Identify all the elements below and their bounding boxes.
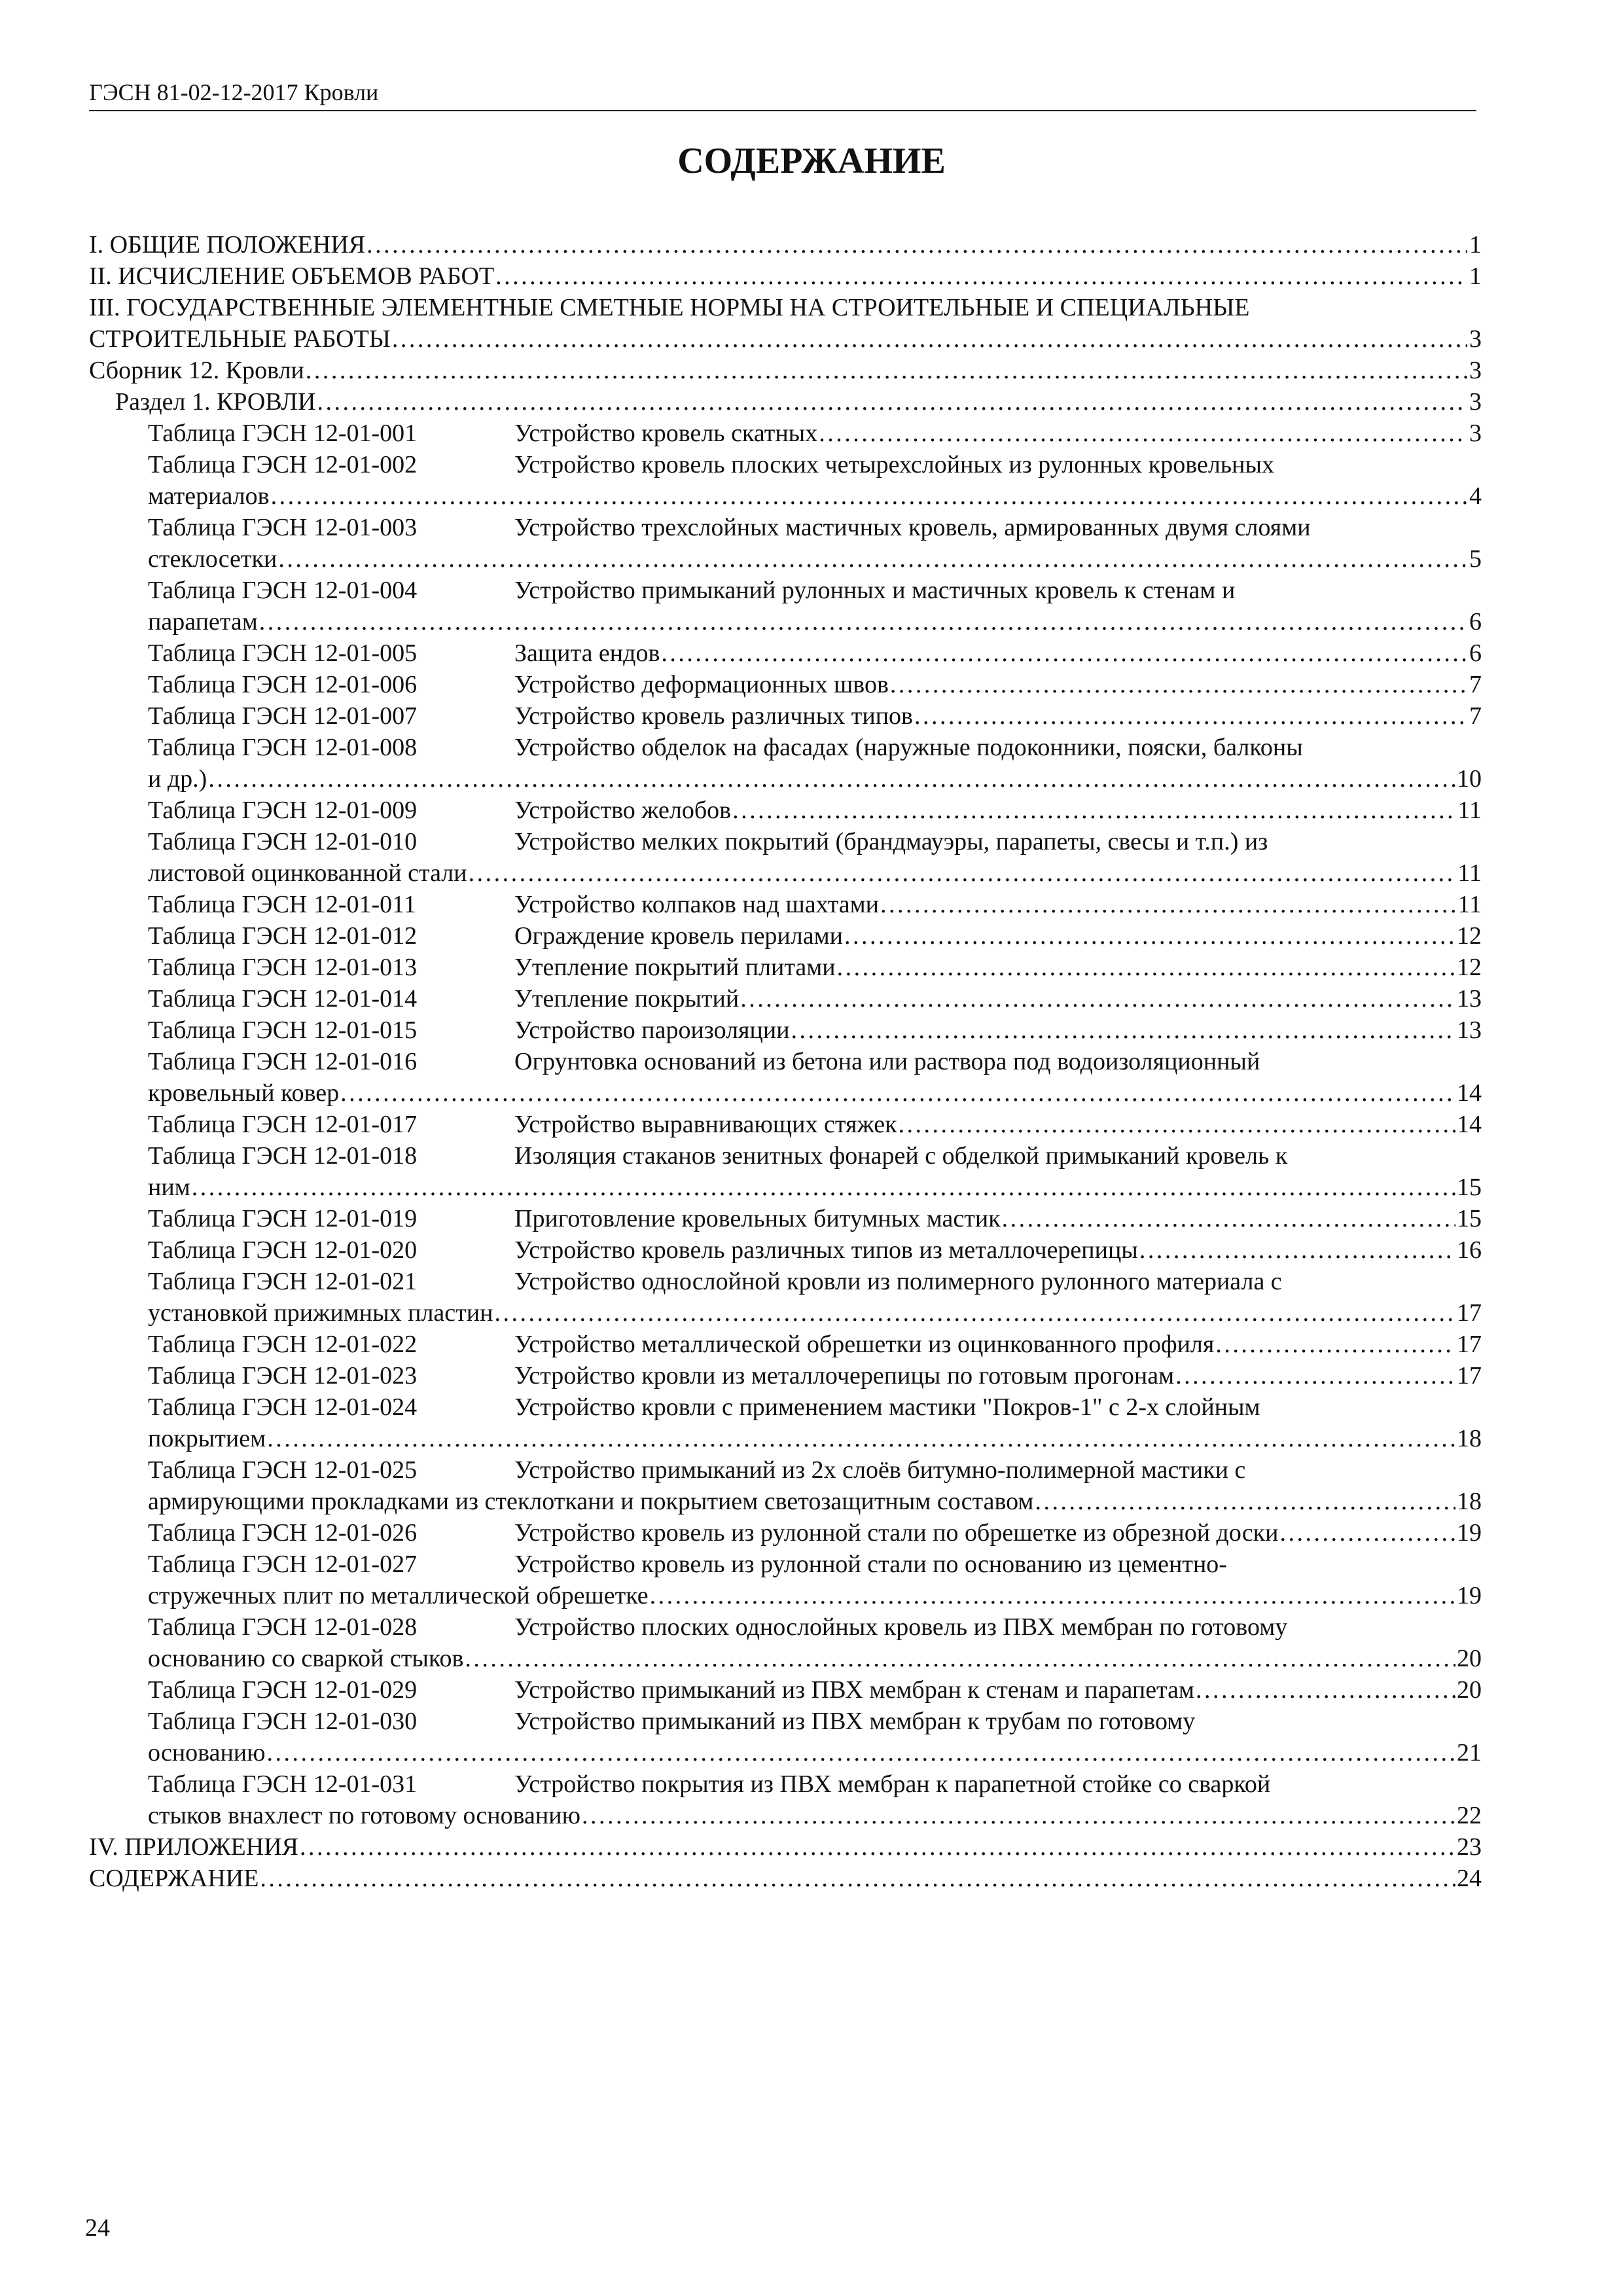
toc-entry-volumes[interactable] (89, 260, 1482, 292)
toc-table-entry[interactable] (89, 889, 1482, 920)
toc-leader-dots (317, 386, 1468, 418)
toc-table-entry[interactable] (89, 700, 1482, 732)
toc-table-code: Таблица ГЭСН 12-01-014 (148, 985, 418, 1013)
toc-table-entry[interactable] (89, 983, 1482, 1014)
toc-entry-page: 3 (1469, 420, 1482, 447)
toc-entry-page: 15 (1457, 1205, 1482, 1232)
toc-table-title: Устройство кровель из рулонной стали по обрешетке из обрезной доски (514, 1519, 1279, 1547)
toc-table-title: Изоляция стаканов зенитных фонарей с обделкой примыканий кровель к (514, 1142, 1288, 1170)
toc-entry-page: 16 (1457, 1236, 1482, 1264)
toc-table-code: Таблица ГЭСН 12-01-008 (148, 734, 418, 761)
toc-leader-dots (392, 323, 1467, 355)
toc-table-title: Утепление покрытий плитами (514, 954, 836, 981)
toc-leader-dots (260, 1863, 1455, 1894)
toc-table-title: Устройство выравнивающих стяжек (514, 1111, 897, 1138)
toc-entry-page: 18 (1457, 1488, 1482, 1515)
toc-table-title: Устройство мелких покрытий (брандмауэры, парапеты, свесы и т.п.) из (514, 828, 1268, 855)
toc-entry-contents[interactable] (89, 1863, 1482, 1894)
toc-leader-dots (914, 700, 1467, 732)
toc-table-title-cont: стыков внахлест по готовому основанию (148, 1802, 580, 1829)
toc-table-title-cont: основанию со сваркой стыков (148, 1645, 464, 1672)
toc-entry-page: 7 (1469, 671, 1482, 698)
toc-entry-label: IV. ПРИЛОЖЕНИЯ (89, 1833, 298, 1861)
toc-table-title-cont: парапетам (148, 608, 258, 636)
toc-table-code: Таблица ГЭСН 12-01-016 (148, 1048, 418, 1075)
toc-table-entry[interactable] (89, 1454, 1482, 1486)
toc-table-entry-cont[interactable] (89, 1737, 1482, 1768)
toc-leader-dots (1175, 1360, 1455, 1391)
toc-entry-page: 17 (1457, 1362, 1482, 1390)
toc-entry-page: 14 (1457, 1079, 1482, 1107)
toc-table-entry[interactable] (89, 1706, 1482, 1737)
toc-leader-dots (1279, 1517, 1455, 1549)
toc-table-code: Таблица ГЭСН 12-01-031 (148, 1770, 418, 1798)
toc-table-code: Таблица ГЭСН 12-01-010 (148, 828, 418, 855)
toc-entry-page: 20 (1457, 1645, 1482, 1672)
toc-table-title: Устройство кровель различных типов (514, 702, 913, 730)
toc-table-title-cont: покрытием (148, 1425, 266, 1452)
toc-table-entry[interactable] (89, 1674, 1482, 1706)
toc-table-entry[interactable] (89, 1014, 1482, 1046)
toc-table-code: Таблица ГЭСН 12-01-026 (148, 1519, 418, 1547)
toc-table-title: Устройство примыканий из ПВХ мембран к стенам и парапетам (514, 1676, 1195, 1704)
toc-table-entry-cont[interactable] (89, 1643, 1482, 1674)
toc-entry-page: 20 (1457, 1676, 1482, 1704)
toc-leader-dots (271, 480, 1467, 512)
toc-table-entry[interactable] (89, 920, 1482, 952)
toc-table-entry-cont[interactable] (89, 543, 1482, 575)
toc-entry-page: 1 (1469, 231, 1482, 259)
toc-entry-page: 3 (1469, 388, 1482, 416)
toc-table-title: Устройство кровли с применением мастики "Покров-1" с 2-х слойным (514, 1393, 1260, 1421)
toc-table-title: Защита ендов (514, 639, 660, 667)
table-of-contents (89, 229, 1482, 1894)
toc-table-code: Таблица ГЭСН 12-01-024 (148, 1393, 418, 1421)
toc-entry-page: 3 (1469, 357, 1482, 384)
toc-table-entry[interactable] (89, 1768, 1482, 1800)
toc-table-title-cont: материалов (148, 482, 270, 510)
toc-leader-dots (300, 1831, 1455, 1863)
toc-leader-dots (791, 1014, 1455, 1046)
toc-table-title-cont: листовой оцинкованной стали (148, 859, 467, 887)
toc-table-code: Таблица ГЭСН 12-01-021 (148, 1268, 418, 1295)
toc-table-title: Устройство примыканий из 2х слоёв битумно-полимерной мастики с (514, 1456, 1246, 1484)
toc-table-entry[interactable] (89, 1046, 1482, 1077)
toc-leader-dots (650, 1580, 1455, 1611)
toc-leader-dots (267, 1423, 1455, 1454)
toc-table-title: Устройство кровель из рулонной стали по основанию из цементно- (514, 1551, 1227, 1578)
toc-entry-page: 17 (1457, 1331, 1482, 1358)
toc-table-entry-cont[interactable] (89, 480, 1482, 512)
toc-leader-dots (208, 763, 1455, 795)
toc-entry-page: 14 (1457, 1111, 1482, 1138)
toc-table-title: Приготовление кровельных битумных мастик (514, 1205, 1001, 1232)
toc-entry-page: 4 (1469, 482, 1482, 510)
toc-entry-page: 13 (1457, 985, 1482, 1013)
toc-table-code: Таблица ГЭСН 12-01-015 (148, 1016, 418, 1044)
toc-table-title: Устройство пароизоляции (514, 1016, 790, 1044)
toc-table-title: Устройство кровель скатных (514, 420, 818, 447)
toc-leader-dots (494, 1297, 1455, 1329)
toc-table-entry[interactable] (89, 1109, 1482, 1140)
toc-table-entry[interactable] (89, 1549, 1482, 1580)
toc-table-title: Устройство колпаков над шахтами (514, 891, 879, 918)
toc-entry-page: 11 (1457, 891, 1482, 918)
toc-table-title: Устройство плоских однослойных кровель из ПВХ мембран по готовому (514, 1613, 1288, 1641)
toc-table-title: Устройство желобов (514, 797, 732, 824)
toc-entry-label: III. ГОСУДАРСТВЕННЫЕ ЭЛЕМЕНТНЫЕ СМЕТНЫЕ НОРМЫ НА СТРОИТЕЛЬНЫЕ И СПЕЦИАЛЬНЫЕ (89, 294, 1250, 321)
toc-table-code: Таблица ГЭСН 12-01-013 (148, 954, 418, 981)
toc-table-code: Таблица ГЭСН 12-01-011 (148, 891, 416, 918)
toc-entry-label: I. ОБЩИЕ ПОЛОЖЕНИЯ (89, 231, 366, 259)
toc-table-title-cont: ним (148, 1174, 190, 1201)
toc-entry-page: 5 (1469, 545, 1482, 573)
toc-table-entry[interactable] (89, 418, 1482, 449)
toc-table-entry[interactable] (89, 637, 1482, 669)
toc-table-title: Устройство примыканий рулонных и мастичных кровель к стенам и (514, 577, 1236, 604)
page-title: СОДЕРЖАНИЕ (677, 141, 946, 181)
toc-leader-dots (340, 1077, 1455, 1109)
toc-entry-label: СОДЕРЖАНИЕ (89, 1865, 259, 1892)
toc-table-title: Устройство трехслойных мастичных кровель, армированных двумя слоями (514, 514, 1311, 541)
toc-leader-dots (890, 669, 1467, 700)
toc-table-entry[interactable] (89, 1266, 1482, 1297)
toc-entry-page: 21 (1457, 1739, 1482, 1767)
toc-entry-collection[interactable] (89, 355, 1482, 386)
toc-table-code: Таблица ГЭСН 12-01-025 (148, 1456, 418, 1484)
toc-entry-page: 23 (1457, 1833, 1482, 1861)
toc-table-title: Устройство обделок на фасадах (наружные подоконники, пояски, балконы (514, 734, 1303, 761)
toc-entry-page: 11 (1457, 797, 1482, 824)
toc-entry-appendices[interactable] (89, 1831, 1482, 1863)
toc-leader-dots (306, 355, 1467, 386)
toc-leader-dots (192, 1172, 1455, 1203)
toc-leader-dots (465, 1643, 1455, 1674)
toc-table-title: Ограждение кровель перилами (514, 922, 843, 950)
toc-entry-page: 11 (1457, 859, 1482, 887)
toc-table-code: Таблица ГЭСН 12-01-023 (148, 1362, 418, 1390)
toc-table-title-cont: основанию (148, 1739, 266, 1767)
toc-entry-page: 17 (1457, 1299, 1482, 1327)
toc-table-entry[interactable] (89, 1391, 1482, 1423)
toc-entry-page: 22 (1457, 1802, 1482, 1829)
toc-table-code: Таблица ГЭСН 12-01-028 (148, 1613, 418, 1641)
toc-table-title: Огрунтовка оснований из бетона или раствора под водоизоляционный (514, 1048, 1260, 1075)
toc-entry-page: 6 (1469, 608, 1482, 636)
toc-entry-page: 10 (1457, 765, 1482, 793)
toc-leader-dots (582, 1800, 1455, 1831)
toc-table-entry[interactable] (89, 512, 1482, 543)
toc-entry-page: 19 (1457, 1519, 1482, 1547)
toc-table-entry-cont[interactable] (89, 857, 1482, 889)
toc-table-entry[interactable] (89, 1140, 1482, 1172)
toc-table-entry[interactable] (89, 732, 1482, 763)
toc-entry-page: 12 (1457, 954, 1482, 981)
toc-entry-label: Раздел 1. КРОВЛИ (115, 388, 316, 416)
toc-table-title: Утепление покрытий (514, 985, 740, 1013)
toc-leader-dots (1196, 1674, 1455, 1706)
toc-table-entry-cont[interactable] (89, 763, 1482, 795)
toc-table-entry-cont[interactable] (89, 1580, 1482, 1611)
toc-entry-norms[interactable] (89, 292, 1482, 323)
toc-leader-dots (899, 1109, 1455, 1140)
toc-table-title: Устройство металлической обрешетки из оцинкованного профиля (514, 1331, 1215, 1358)
toc-table-entry-cont[interactable] (89, 606, 1482, 637)
toc-table-code: Таблица ГЭСН 12-01-012 (148, 922, 418, 950)
toc-leader-dots (469, 857, 1457, 889)
toc-entry-page: 15 (1457, 1174, 1482, 1201)
toc-table-code: Таблица ГЭСН 12-01-030 (148, 1708, 418, 1735)
toc-entry-section[interactable] (89, 386, 1482, 418)
toc-table-code: Таблица ГЭСН 12-01-005 (148, 639, 418, 667)
toc-table-entry[interactable] (89, 669, 1482, 700)
toc-leader-dots (278, 543, 1467, 575)
toc-table-entry-cont[interactable] (89, 1423, 1482, 1454)
toc-table-title-cont: кровельный ковер (148, 1079, 340, 1107)
toc-leader-dots (1035, 1486, 1455, 1517)
toc-table-code: Таблица ГЭСН 12-01-003 (148, 514, 418, 541)
toc-table-code: Таблица ГЭСН 12-01-018 (148, 1142, 418, 1170)
toc-table-entry[interactable] (89, 1203, 1482, 1234)
toc-table-entry[interactable] (89, 1611, 1482, 1643)
toc-table-code: Таблица ГЭСН 12-01-009 (148, 797, 418, 824)
toc-table-code: Таблица ГЭСН 12-01-017 (148, 1111, 418, 1138)
toc-table-entry[interactable] (89, 1329, 1482, 1360)
toc-table-title: Устройство примыканий из ПВХ мембран к трубам по готовому (514, 1708, 1196, 1735)
toc-entry-norms-cont[interactable] (89, 323, 1482, 355)
toc-table-code: Таблица ГЭСН 12-01-006 (148, 671, 418, 698)
toc-leader-dots (1002, 1203, 1455, 1234)
toc-leader-dots (732, 795, 1456, 826)
toc-table-title-cont: армирующими прокладками из стеклоткани и покрытием светозащитным составом (148, 1488, 1034, 1515)
toc-table-code: Таблица ГЭСН 12-01-004 (148, 577, 418, 604)
toc-table-entry-cont[interactable] (89, 1077, 1482, 1109)
toc-table-title: Устройство однослойной кровли из полимерного рулонного материала с (514, 1268, 1282, 1295)
toc-table-code: Таблица ГЭСН 12-01-022 (148, 1331, 418, 1358)
toc-table-entry[interactable] (89, 1360, 1482, 1391)
toc-table-code: Таблица ГЭСН 12-01-002 (148, 451, 418, 478)
toc-table-code: Таблица ГЭСН 12-01-019 (148, 1205, 418, 1232)
toc-leader-dots (819, 418, 1467, 449)
toc-table-code: Таблица ГЭСН 12-01-027 (148, 1551, 418, 1578)
toc-table-entry[interactable] (89, 826, 1482, 857)
toc-entry-page: 24 (1457, 1865, 1482, 1892)
toc-table-entry-cont[interactable] (89, 1800, 1482, 1831)
toc-entry-page: 1 (1469, 262, 1482, 290)
toc-table-entry-cont[interactable] (89, 1486, 1482, 1517)
toc-entry-page: 13 (1457, 1016, 1482, 1044)
toc-table-title-cont: стеклосетки (148, 545, 277, 573)
toc-table-title-cont: стружечных плит по металлической обрешетке (148, 1582, 649, 1609)
toc-entry-page: 3 (1469, 325, 1482, 353)
toc-table-code: Таблица ГЭСН 12-01-029 (148, 1676, 418, 1704)
toc-leader-dots (259, 606, 1467, 637)
toc-table-entries (89, 418, 1482, 1831)
toc-table-title-cont: установкой прижимных пластин (148, 1299, 493, 1327)
toc-table-entry[interactable] (89, 795, 1482, 826)
toc-entry-page: 19 (1457, 1582, 1482, 1609)
toc-table-code: Таблица ГЭСН 12-01-007 (148, 702, 418, 730)
page-number: 24 (85, 2214, 110, 2242)
toc-table-code: Таблица ГЭСН 12-01-020 (148, 1236, 418, 1264)
toc-entry-page: 18 (1457, 1425, 1482, 1452)
toc-table-entry[interactable] (89, 952, 1482, 983)
toc-leader-dots (1139, 1234, 1455, 1266)
toc-entry-page: 12 (1457, 922, 1482, 950)
toc-leader-dots (495, 260, 1467, 292)
toc-table-entry-cont[interactable] (89, 1297, 1482, 1329)
toc-entry-page: 6 (1469, 639, 1482, 667)
toc-table-entry[interactable] (89, 449, 1482, 480)
toc-entry-label: Сборник 12. Кровли (89, 357, 304, 384)
toc-table-title-cont: и др.) (148, 765, 207, 793)
toc-leader-dots (837, 952, 1455, 983)
toc-table-entry[interactable] (89, 1517, 1482, 1549)
toc-leader-dots (844, 920, 1455, 952)
toc-table-title: Устройство покрытия из ПВХ мембран к парапетной стойке со сваркой (514, 1770, 1271, 1798)
toc-entry-label: II. ИСЧИСЛЕНИЕ ОБЪЕМОВ РАБОТ (89, 262, 495, 290)
toc-entry-page: 7 (1469, 702, 1482, 730)
toc-leader-dots (1215, 1329, 1455, 1360)
toc-leader-dots (267, 1737, 1455, 1768)
toc-entry-label: СТРОИТЕЛЬНЫЕ РАБОТЫ (89, 325, 391, 353)
toc-table-title: Устройство деформационных швов (514, 671, 889, 698)
toc-table-title: Устройство кровли из металлочерепицы по готовым прогонам (514, 1362, 1175, 1390)
toc-leader-dots (366, 229, 1467, 260)
toc-table-entry-cont[interactable] (89, 1172, 1482, 1203)
toc-leader-dots (661, 637, 1467, 669)
running-header: ГЭСН 81-02-12-2017 Кровли (89, 77, 1476, 111)
toc-leader-dots (740, 983, 1455, 1014)
toc-table-title: Устройство кровель различных типов из металлочерепицы (514, 1236, 1138, 1264)
toc-table-entry[interactable] (89, 1234, 1482, 1266)
toc-leader-dots (880, 889, 1456, 920)
toc-table-entry[interactable] (89, 575, 1482, 606)
toc-table-code: Таблица ГЭСН 12-01-001 (148, 420, 418, 447)
toc-table-title: Устройство кровель плоских четырехслойных из рулонных кровельных (514, 451, 1274, 478)
toc-entry-general[interactable] (89, 229, 1482, 260)
